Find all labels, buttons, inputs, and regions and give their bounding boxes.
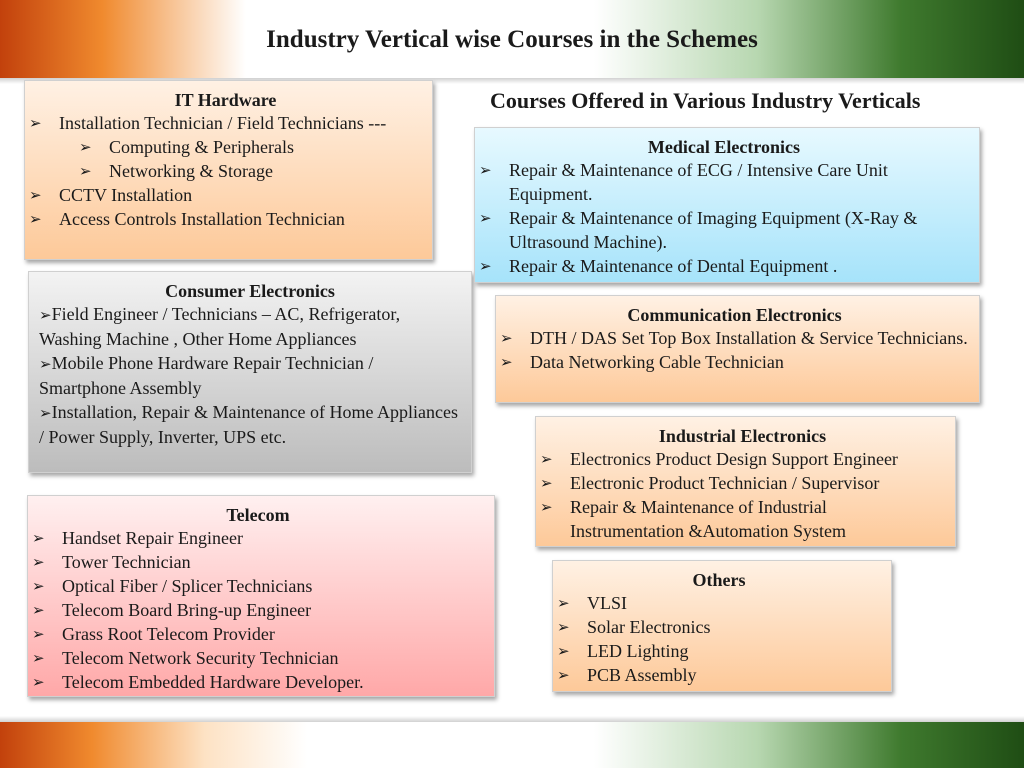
list-item: ➢Mobile Phone Hardware Repair Technician / Smartphone Assembly [39,353,374,398]
list-item: ➢Field Engineer / Technicians – AC, Refrigerator, Washing Machine , Other Home Appliances [39,304,401,349]
arrow-bullet-icon: ➢ [479,161,492,179]
list-item: ➢ Handset Repair Engineer [32,528,243,548]
medical-electronics-box [474,127,980,283]
arrow-bullet-icon: ➢ [32,601,45,619]
list-item: ➢ Grass Root Telecom Provider [32,624,275,644]
consumer-electronics-box [28,271,472,473]
section-subtitle: Courses Offered in Various Industry Verticals [490,88,921,113]
list-item: ➢ Electronic Product Technician / Supervisor [540,473,880,493]
medical-electronics-heading: Medical Electronics [647,137,801,157]
list-item: ➢ Telecom Network Security Technician [32,648,339,668]
list-item: ➢ DTH / DAS Set Top Box Installation & Service Technicians. [500,328,968,348]
it-hardware-heading: IT Hardware [174,90,277,110]
list-item: ➢ CCTV Installation [29,185,193,205]
others-heading: Others [692,570,746,590]
list-item: ➢Installation, Repair & Maintenance of Home Appliances / Power Supply, Inverter, UPS etc. [39,402,458,447]
others-box [552,560,892,692]
list-item: ➢ Networking & Storage [79,161,273,181]
arrow-bullet-icon: ➢ [29,186,42,204]
arrow-bullet-icon: ➢ [557,594,570,612]
it-hardware-box [24,80,433,260]
list-item: ➢ Computing & Peripherals [79,137,294,157]
arrow-bullet-icon: ➢ [557,666,570,684]
industrial-electronics-box [535,416,956,547]
arrow-bullet-icon: ➢ [479,257,492,275]
arrow-bullet-icon: ➢ [39,355,52,373]
arrow-bullet-icon: ➢ [557,618,570,636]
arrow-bullet-icon: ➢ [32,577,45,595]
arrow-bullet-icon: ➢ [79,138,92,156]
arrow-bullet-icon: ➢ [32,649,45,667]
communication-electronics-box [495,295,980,403]
arrow-bullet-icon: ➢ [479,209,492,227]
arrow-bullet-icon: ➢ [32,625,45,643]
arrow-bullet-icon: ➢ [32,673,45,691]
medical-electronics-list [479,158,969,278]
industrial-electronics-list [540,447,945,543]
arrow-bullet-icon: ➢ [29,210,42,228]
others-list [557,591,881,687]
it-hardware-list [29,111,422,231]
arrow-bullet-icon: ➢ [39,306,52,324]
list-item: ➢ Repair & Maintenance of Industrial Instrumentation &Automation System [540,497,846,541]
list-item: ➢ Installation Technician / Field Technicians --- [29,113,387,133]
list-item: ➢ Data Networking Cable Technician [500,352,784,372]
slide-title: Industry Vertical wise Courses in the Schemes [266,26,758,53]
arrow-bullet-icon: ➢ [557,642,570,660]
arrow-bullet-icon: ➢ [540,498,553,516]
telecom-list [32,526,484,694]
consumer-electronics-heading: Consumer Electronics [165,281,335,301]
list-item: ➢ Optical Fiber / Splicer Technicians [32,576,313,596]
list-item: ➢ PCB Assembly [557,665,697,685]
list-item: ➢ Solar Electronics [557,617,711,637]
list-item: ➢ Telecom Embedded Hardware Developer. [32,672,364,692]
arrow-bullet-icon: ➢ [540,450,553,468]
telecom-heading: Telecom [226,505,290,525]
arrow-bullet-icon: ➢ [32,553,45,571]
list-item: ➢ Telecom Board Bring-up Engineer [32,600,312,620]
communication-electronics-heading: Communication Electronics [627,305,842,325]
arrow-bullet-icon: ➢ [29,114,42,132]
arrow-bullet-icon: ➢ [79,162,92,180]
communication-electronics-list [500,326,969,374]
list-item: ➢ Electronics Product Design Support Engineer [540,449,898,469]
list-item: ➢ Tower Technician [32,552,191,572]
telecom-box [27,495,495,697]
bottom-decorative-band [0,722,1024,768]
arrow-bullet-icon: ➢ [500,329,513,347]
list-item: ➢ Repair & Maintenance of ECG / Intensive Care Unit Equipment. [479,160,888,204]
arrow-bullet-icon: ➢ [500,353,513,371]
list-item: ➢ Access Controls Installation Technician [29,209,345,229]
arrow-bullet-icon: ➢ [32,529,45,547]
arrow-bullet-icon: ➢ [39,404,52,422]
arrow-bullet-icon: ➢ [540,474,553,492]
list-item: ➢ LED Lighting [557,641,689,661]
list-item: ➢ VLSI [557,593,627,613]
list-item: ➢ Repair & Maintenance of Dental Equipment . [479,256,838,276]
list-item: ➢ Repair & Maintenance of Imaging Equipment (X-Ray & Ultrasound Machine). [479,208,918,252]
industrial-electronics-heading: Industrial Electronics [658,426,827,446]
